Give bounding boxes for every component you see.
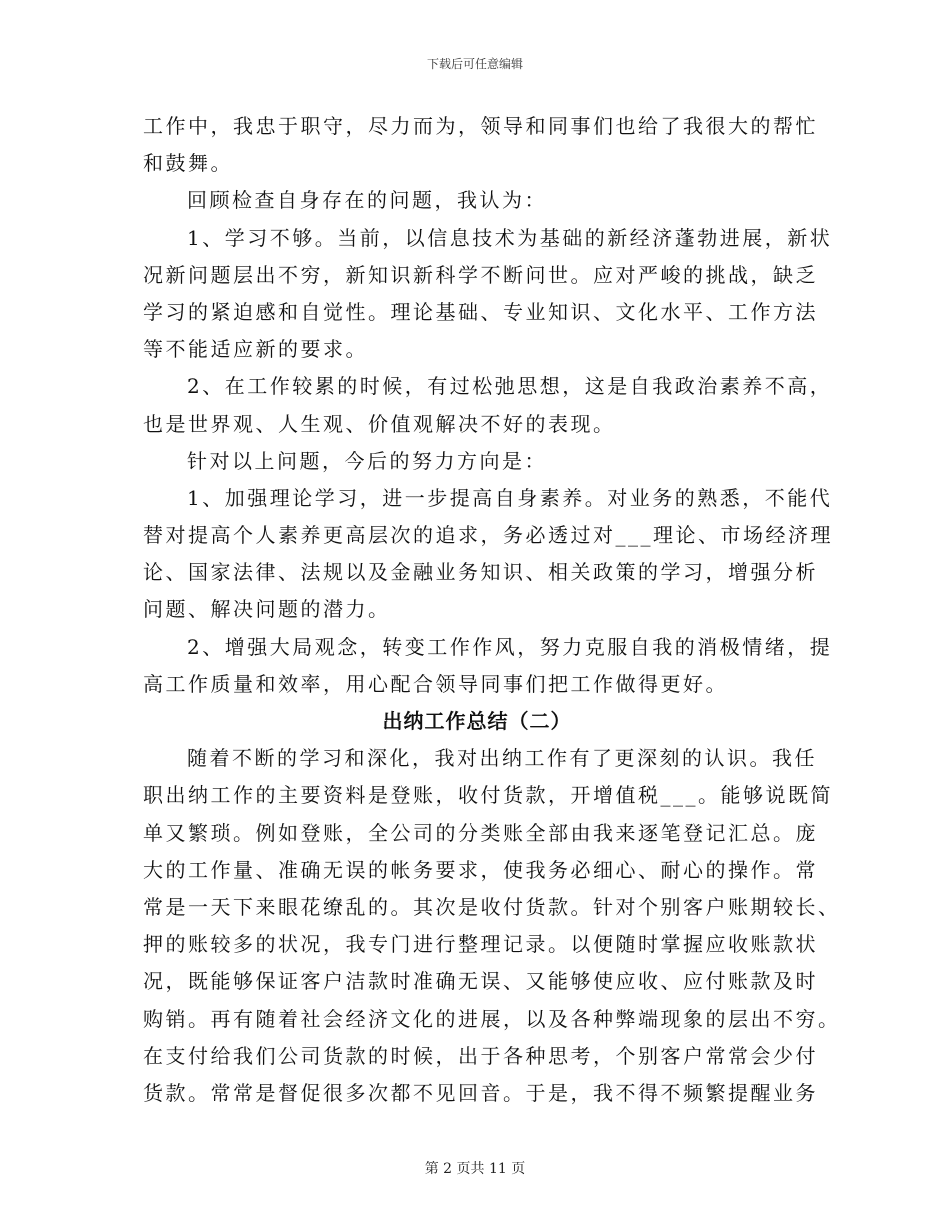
text-line: 押的账较多的状况，我专门进行整理记录。以便随时掌握应收账款状 [143, 932, 818, 957]
text-line: 回顾检查自身存在的问题，我认为： [187, 188, 547, 213]
page-header-note: 下载后可任意编辑 [426, 57, 523, 71]
document-body [143, 108, 841, 1112]
text-line: 高工作质量和效率，用心配合领导同事们把工作做得更好。 [143, 671, 728, 696]
text-line: 2、在工作较累的时候，有过松弛思想，这是自我政治素养不高， [187, 374, 833, 399]
text-line: 论、国家法律、法规以及金融业务知识、相关政策的学习，增强分析 [143, 560, 818, 585]
text-line: 1、加强理论学习，进一步提高自身素养。对业务的熟悉，不能代 [187, 485, 833, 510]
text-line: 况，既能够保证客户洁款时准确无误、又能够使应收、应付账款及时 [143, 969, 818, 994]
text-line: 随着不断的学习和深化，我对出纳工作有了更深刻的认识。我任 [187, 746, 817, 771]
text-line: 单又繁琐。例如登账，全公司的分类账全部由我来逐笔登记汇总。庞 [143, 820, 818, 845]
text-line: 替对提高个人素养更高层次的追求，务必透过对___理论、市场经济理 [143, 523, 833, 548]
text-line: 也是世界观、人生观、价值观解决不好的表现。 [143, 411, 616, 436]
text-line: 针对以上问题，今后的努力方向是： [187, 448, 547, 473]
text-line: 2、增强大局观念，转变工作作风，努力克服自我的消极情绪，提 [187, 634, 833, 659]
text-line: 问题、解决问题的潜力。 [143, 597, 391, 622]
text-line: 常是一天下来眼花缭乱的。其次是收付货款。针对个别客户账期较长、 [143, 894, 841, 919]
text-line: 货款。常常是督促很多次都不见回音。于是，我不得不频繁提醒业务 [143, 1080, 818, 1105]
text-line: 学习的紧迫感和自觉性。理论基础、专业知识、文化水平、工作方法 [143, 299, 818, 324]
text-line: 大的工作量、准确无误的帐务要求，使我务必细心、耐心的操作。常 [143, 857, 818, 882]
section-title: 出纳工作总结（二） [382, 709, 572, 733]
text-line: 购销。再有随着社会经济文化的进展，以及各种弊端现象的层出不穷。 [143, 1006, 841, 1031]
text-line: 在支付给我们公司货款的时候，出于各种思考，个别客户常常会少付 [143, 1043, 818, 1068]
page-footer: 第 2 页共 11 页 [424, 1161, 526, 1177]
text-line: 和鼓舞。 [143, 151, 233, 176]
text-line: 职出纳工作的主要资料是登账，收付货款，开增值税___。能够说既简 [143, 783, 833, 808]
text-line: 1、学习不够。当前，以信息技术为基础的新经济蓬勃进展，新状 [187, 225, 833, 250]
text-line: 况新问题层出不穷，新知识新科学不断问世。应对严峻的挑战，缺乏 [143, 262, 818, 287]
text-line: 等不能适应新的要求。 [143, 337, 368, 362]
text-line: 工作中，我忠于职守，尽力而为，领导和同事们也给了我很大的帮忙 [143, 114, 818, 138]
